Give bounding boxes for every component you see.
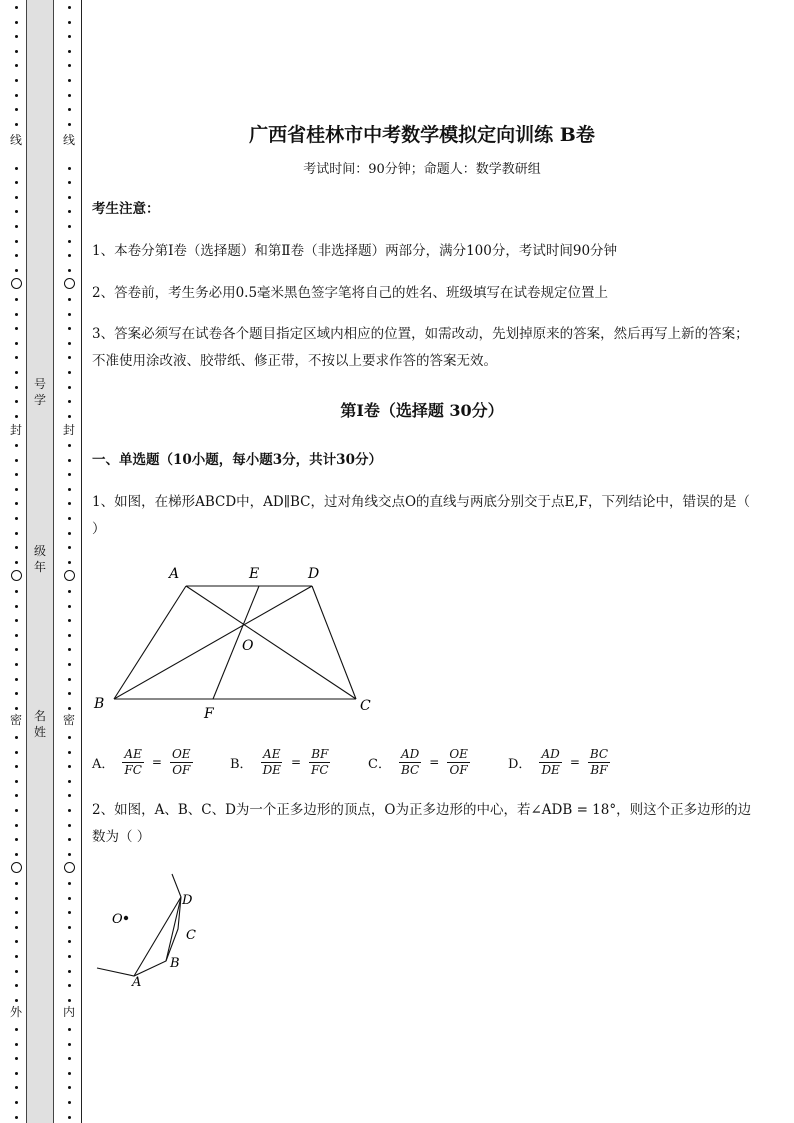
binding-label-outer-line: 线 [9, 133, 22, 147]
binding-dot [68, 663, 71, 666]
binding-dot [15, 459, 18, 462]
binding-dot [68, 313, 71, 316]
binding-dot [15, 298, 18, 301]
binding-dot [15, 488, 18, 491]
binding-label-outer-secret: 密 [9, 713, 22, 727]
notice-item-1: 1、本卷分第I卷（选择题）和第Ⅱ卷（非选择题）两部分，满分100分，考试时间90分钟 [92, 243, 618, 259]
binding-dot [68, 590, 71, 593]
option-b-fraction-left: $\frac{AE}{DE}$ [262, 746, 281, 777]
section-title: 第I卷（选择题 30分） [340, 401, 504, 420]
option-a-label: A． [92, 756, 115, 772]
binding-dot [15, 1101, 18, 1104]
binding-dot [15, 1028, 18, 1031]
binding-circle-marker [64, 570, 75, 581]
binding-dot [15, 6, 18, 9]
label-a: A [132, 975, 142, 990]
binding-circle-marker [11, 862, 22, 873]
binding-dot [68, 926, 71, 929]
binding-dot [68, 678, 71, 681]
label-e: E [249, 566, 260, 582]
question-1-options [92, 742, 752, 782]
binding-dot [15, 1072, 18, 1075]
binding-dot [68, 298, 71, 301]
binding-dot [15, 79, 18, 82]
equals-sign: = [429, 755, 440, 769]
binding-dot [15, 269, 18, 272]
binding-dot [15, 123, 18, 126]
segment-bd [166, 897, 181, 961]
binding-dot [15, 386, 18, 389]
binding-dot [68, 634, 71, 637]
exam-title: 广西省桂林市中考数学模拟定向训练 B卷 [249, 124, 595, 146]
binding-dot [68, 824, 71, 827]
binding-dot [68, 882, 71, 885]
binding-dot [15, 415, 18, 418]
binding-dot [68, 809, 71, 812]
label-b: B [170, 956, 180, 971]
equals-sign: = [151, 755, 162, 769]
binding-dot [15, 751, 18, 754]
label-d: D [182, 893, 193, 908]
option-c-label: C． [368, 756, 391, 772]
notice-item-2: 2、答卷前，考生务必用0.5毫米黑色签字笔将自己的姓名、班级填写在试卷规定位置上 [92, 285, 609, 301]
binding-margin-outer [0, 0, 28, 1123]
question-2-figure [92, 866, 232, 991]
binding-dot [15, 532, 18, 535]
question-2-stem: 2、如图，A、B、C、D为一个正多边形的顶点，O为正多边形的中心，若∠ADB = 18°，则这个正多边形的边数为（ ） [92, 802, 752, 845]
option-a[interactable] [92, 742, 193, 782]
binding-dot [68, 707, 71, 710]
binding-dot [68, 488, 71, 491]
binding-label-inner-line: 线 [62, 133, 75, 147]
label-f: F [204, 706, 214, 720]
label-o: O [242, 638, 254, 654]
binding-dot [15, 225, 18, 228]
polygon-edges [97, 874, 181, 976]
option-b[interactable] [230, 742, 331, 782]
binding-dot [68, 751, 71, 754]
binding-dot [68, 1116, 71, 1119]
binding-dot [15, 313, 18, 316]
binding-dot [68, 780, 71, 783]
binding-circle-marker [11, 278, 22, 289]
binding-circle-marker [64, 278, 75, 289]
binding-dot [68, 517, 71, 520]
equals-sign: = [290, 755, 302, 769]
label-d: D [308, 566, 320, 582]
binding-label-inner-seal: 封 [62, 423, 75, 437]
binding-dot [68, 1101, 71, 1104]
binding-dot [68, 444, 71, 447]
binding-dot [15, 371, 18, 374]
binding-dot [15, 1043, 18, 1046]
binding-dot [15, 196, 18, 199]
binding-dot [68, 50, 71, 53]
binding-dot [68, 1072, 71, 1075]
binding-dot [68, 459, 71, 462]
binding-dot [68, 225, 71, 228]
binding-dot [15, 634, 18, 637]
binding-dot [68, 196, 71, 199]
binding-dot [15, 605, 18, 608]
binding-dot [15, 824, 18, 827]
segment-dc [312, 586, 356, 699]
equals-sign: = [569, 755, 580, 769]
option-d[interactable] [508, 742, 610, 782]
binding-dot [15, 780, 18, 783]
binding-dot [15, 970, 18, 973]
diagonal-ac [186, 586, 356, 699]
part-heading: 一、单选题（10小题，每小题3分，共计30分） [92, 452, 382, 468]
binding-dot [68, 240, 71, 243]
option-d-fraction-left: $\frac{AD}{DE}$ [541, 746, 560, 777]
binding-dot [68, 123, 71, 126]
name-field-label: 名 姓 [33, 709, 46, 739]
label-o: O [112, 912, 123, 927]
binding-dot [68, 342, 71, 345]
binding-dot [68, 897, 71, 900]
binding-label-outer-outside: 外 [9, 1005, 22, 1019]
binding-dot [15, 736, 18, 739]
binding-dot [68, 532, 71, 535]
binding-dot [68, 1028, 71, 1031]
binding-dot [15, 663, 18, 666]
binding-dot [68, 999, 71, 1002]
binding-dot [15, 882, 18, 885]
binding-dot [15, 444, 18, 447]
binding-label-inner-inside: 内 [62, 1005, 75, 1019]
option-d-label: D． [508, 756, 532, 772]
binding-dot [15, 897, 18, 900]
binding-dot [15, 94, 18, 97]
option-c[interactable] [368, 742, 470, 782]
binding-dot [68, 94, 71, 97]
binding-dot [68, 21, 71, 24]
binding-dot [68, 167, 71, 170]
binding-dot [68, 1043, 71, 1046]
binding-circle-marker [11, 570, 22, 581]
binding-dot [68, 605, 71, 608]
binding-dot [15, 926, 18, 929]
option-d-fraction-right: $\frac{BC}{BF}$ [589, 746, 609, 777]
binding-dot [68, 386, 71, 389]
binding-label-inner-secret: 密 [62, 713, 75, 727]
center-point-o [124, 916, 128, 920]
student-id-field-label: 号 学 [33, 377, 46, 407]
question-1-stem: 1、如图，在梯形ABCD中，AD∥BC，过对角线交点O的直线与两底分别交于点E,F，下列结论中，错误的是（ ） [92, 494, 751, 537]
binding-dot [68, 371, 71, 374]
binding-dot [15, 50, 18, 53]
binding-dot [68, 79, 71, 82]
binding-dot [15, 517, 18, 520]
option-b-fraction-right: $\frac{BF}{FC}$ [311, 746, 329, 777]
binding-dot [68, 6, 71, 9]
binding-dot [68, 955, 71, 958]
binding-dot [15, 853, 18, 856]
label-c: C [186, 928, 196, 943]
option-b-label: B． [230, 756, 253, 772]
option-a-fraction-left: $\frac{AE}{FC}$ [124, 746, 142, 777]
binding-dot [15, 999, 18, 1002]
binding-dot [68, 415, 71, 418]
binding-dot [68, 736, 71, 739]
notice-item-3: 3、答案必须写在试卷各个题目指定区域内相应的位置，如需改动，先划掉原来的答案，然后再写上新的答案；不准使用涂改液、胶带纸、修正带，不按以上要求作答的答案无效。 [92, 326, 749, 369]
option-c-fraction-left: $\frac{AD}{BC}$ [400, 746, 420, 777]
grade-field-label: 级 年 [33, 544, 46, 574]
binding-label-outer-seal: 封 [9, 423, 22, 437]
binding-dot [68, 853, 71, 856]
segment-ab [114, 586, 186, 699]
binding-dot [15, 167, 18, 170]
exam-subtitle: 考试时间：90分钟；命题人：数学教研组 [303, 162, 541, 177]
binding-dot [15, 707, 18, 710]
question-1-figure [92, 560, 392, 720]
binding-dot [15, 590, 18, 593]
binding-dot [15, 955, 18, 958]
binding-dot [15, 240, 18, 243]
diagonal-bd [114, 586, 312, 699]
binding-dot [68, 561, 71, 564]
binding-dot [15, 809, 18, 812]
option-c-fraction-right: $\frac{OE}{OF}$ [449, 746, 468, 777]
binding-dot [15, 342, 18, 345]
option-a-fraction-right: $\frac{OE}{OF}$ [171, 746, 191, 777]
binding-dot [15, 21, 18, 24]
binding-circle-marker [64, 862, 75, 873]
binding-dot [15, 1116, 18, 1119]
binding-dot [15, 561, 18, 564]
binding-dot [68, 970, 71, 973]
label-a: A [169, 566, 180, 582]
label-b: B [94, 696, 105, 712]
label-c: C [360, 698, 371, 714]
binding-dot [68, 269, 71, 272]
binding-dot [15, 678, 18, 681]
notice-heading: 考生注意： [92, 201, 160, 217]
